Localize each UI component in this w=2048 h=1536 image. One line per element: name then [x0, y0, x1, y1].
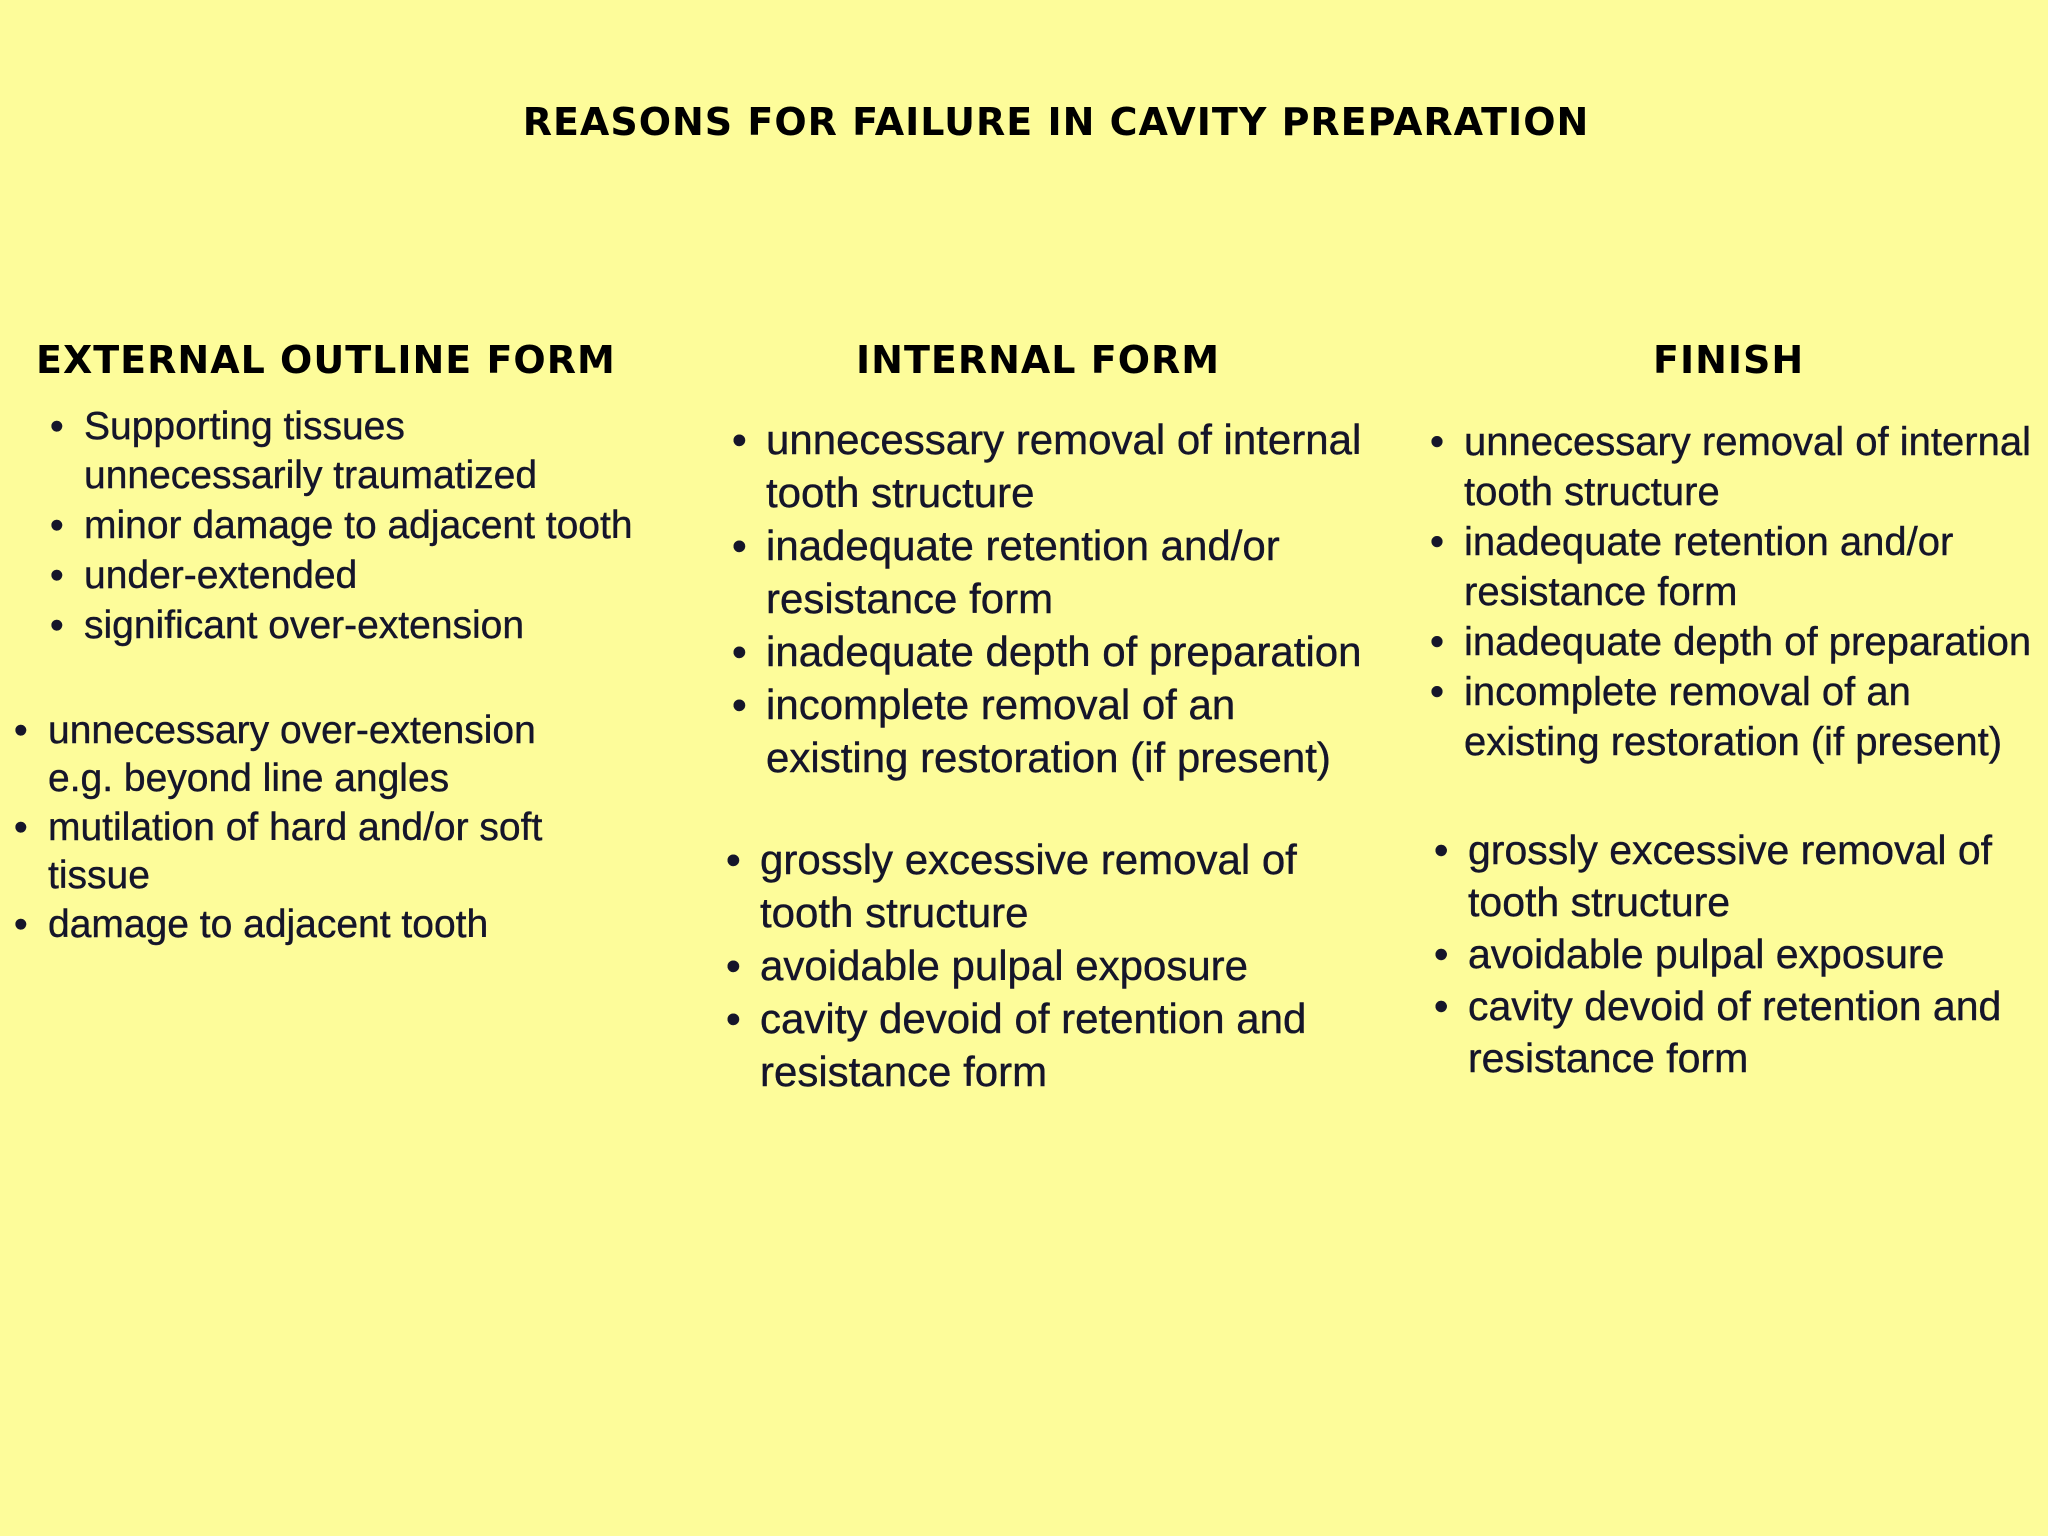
list-item: • incomplete removal of an existing restoration (if present): [1464, 667, 2044, 767]
finish-list-b: [1434, 824, 2048, 1084]
finish-list-a: [1430, 417, 2044, 767]
list-item: • unnecessary removal of internal tooth structure: [1464, 417, 2044, 517]
bullet-icon: •: [1434, 931, 1449, 977]
internal-form-list-a: [732, 413, 1386, 784]
column-heading-external-outline-form: EXTERNAL OUTLINE FORM: [36, 338, 616, 382]
list-item: • cavity devoid of retention and resistance form: [1468, 980, 2048, 1084]
bullet-icon: •: [1430, 620, 1445, 664]
bullet-icon: •: [14, 709, 28, 752]
external-outline-form-list-b: [14, 707, 608, 950]
bullet-icon: •: [14, 806, 28, 849]
list-item: • unnecessary over-extension e.g. beyond line angles: [14, 709, 536, 800]
list-item: • grossly excessive removal of tooth structure: [760, 833, 1380, 939]
bullet-icon: •: [14, 903, 28, 946]
bullet-icon: •: [732, 628, 747, 675]
list-item: • inadequate depth of preparation: [766, 625, 1386, 678]
bullet-icon: •: [50, 504, 64, 547]
internal-form-list-b: [726, 833, 1380, 1098]
list-item: • incomplete removal of an existing restoration (if present): [766, 678, 1386, 784]
bullet-icon: •: [50, 604, 64, 647]
list-item: • avoidable pulpal exposure: [760, 939, 1380, 992]
bullet-icon: •: [732, 416, 747, 463]
list-item: • minor damage to adjacent tooth: [84, 501, 644, 550]
list-item: • significant over-extension: [84, 601, 644, 650]
column-heading-internal-form: INTERNAL FORM: [856, 338, 1221, 382]
list-item: • under-extended: [84, 551, 644, 600]
list-item: • mutilation of hard and/or soft tissue: [14, 806, 543, 897]
bullet-icon: •: [726, 942, 741, 989]
list-item: • inadequate retention and/or resistance form: [766, 519, 1386, 625]
bullet-icon: •: [50, 554, 64, 597]
bullet-icon: •: [732, 681, 747, 728]
bullet-icon: •: [1430, 670, 1445, 714]
column-heading-finish: FINISH: [1653, 338, 1805, 382]
list-item: • damage to adjacent tooth: [48, 901, 608, 949]
page-title: REASONS FOR FAILURE IN CAVITY PREPARATION: [522, 100, 1590, 144]
list-item: • unnecessary removal of internal tooth structure: [766, 413, 1386, 519]
list-item: • inadequate depth of preparation: [1464, 617, 2044, 667]
list-item: • cavity devoid of retention and resistance form: [760, 992, 1380, 1098]
bullet-icon: •: [1434, 983, 1449, 1029]
bullet-icon: •: [50, 405, 64, 448]
bullet-icon: •: [1430, 520, 1445, 564]
list-item: • Supporting tissues unnecessarily traumatized: [84, 402, 644, 500]
list-item: • grossly excessive removal of tooth structure: [1468, 824, 2048, 928]
bullet-icon: •: [1434, 827, 1449, 873]
list-item: • inadequate retention and/or resistance form: [1464, 517, 2044, 617]
bullet-icon: •: [1430, 420, 1445, 464]
external-outline-form-list-a: [50, 402, 644, 651]
list-item: • avoidable pulpal exposure: [1468, 928, 2048, 980]
bullet-icon: •: [726, 836, 741, 883]
bullet-icon: •: [726, 995, 741, 1042]
bullet-icon: •: [732, 522, 747, 569]
